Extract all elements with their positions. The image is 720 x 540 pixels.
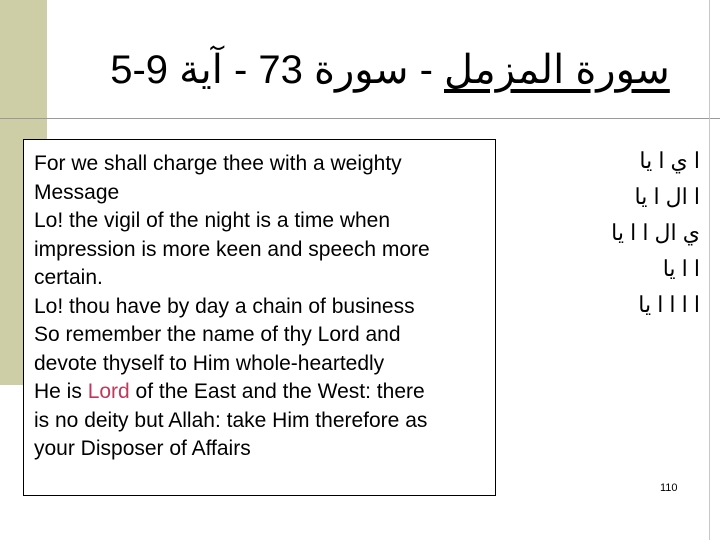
lord-highlight: Lord bbox=[87, 380, 130, 403]
ayah-label: آية bbox=[179, 48, 223, 92]
ayah-range: 5-9 bbox=[110, 48, 169, 92]
right-edge-line bbox=[709, 0, 710, 540]
english-line: certain. bbox=[34, 266, 103, 289]
surah-name: سورة المزمل bbox=[444, 48, 670, 92]
surah-number-label: سورة 73 bbox=[258, 48, 409, 92]
arabic-line: ا ا يا bbox=[662, 256, 700, 281]
arabic-line: ا ال ا يا bbox=[634, 184, 700, 209]
title-separator-1: - bbox=[408, 48, 445, 92]
english-line: Lo! the vigil of the night is a time when bbox=[34, 209, 391, 232]
page-number: 110 bbox=[660, 482, 678, 494]
english-line: devote thyself to Him whole-heartedly bbox=[34, 351, 385, 375]
english-line: He is Lord of the East and the West: there bbox=[34, 380, 425, 403]
arabic-line: ا ا ا ا يا bbox=[638, 292, 700, 317]
title-divider bbox=[0, 118, 720, 119]
arabic-line: ا ي ا يا bbox=[639, 148, 700, 173]
arabic-line: ي ال ا ا يا bbox=[611, 220, 700, 245]
english-line: is no deity but Allah: take Him therefore as bbox=[34, 408, 428, 432]
english-line: Lo! thou have by day a chain of business bbox=[34, 294, 415, 318]
title-separator-2: - bbox=[222, 48, 259, 92]
english-line: your Disposer of Affairs bbox=[34, 437, 251, 460]
english-line: Message bbox=[34, 180, 120, 204]
slide-title bbox=[90, 42, 690, 98]
english-line: So remember the name of thy Lord and bbox=[34, 323, 401, 346]
english-line: impression is more keen and speech more bbox=[34, 237, 430, 261]
english-line: For we shall charge thee with a weighty bbox=[34, 152, 402, 175]
english-translation-box bbox=[23, 139, 496, 496]
arabic-text-column bbox=[540, 143, 700, 323]
